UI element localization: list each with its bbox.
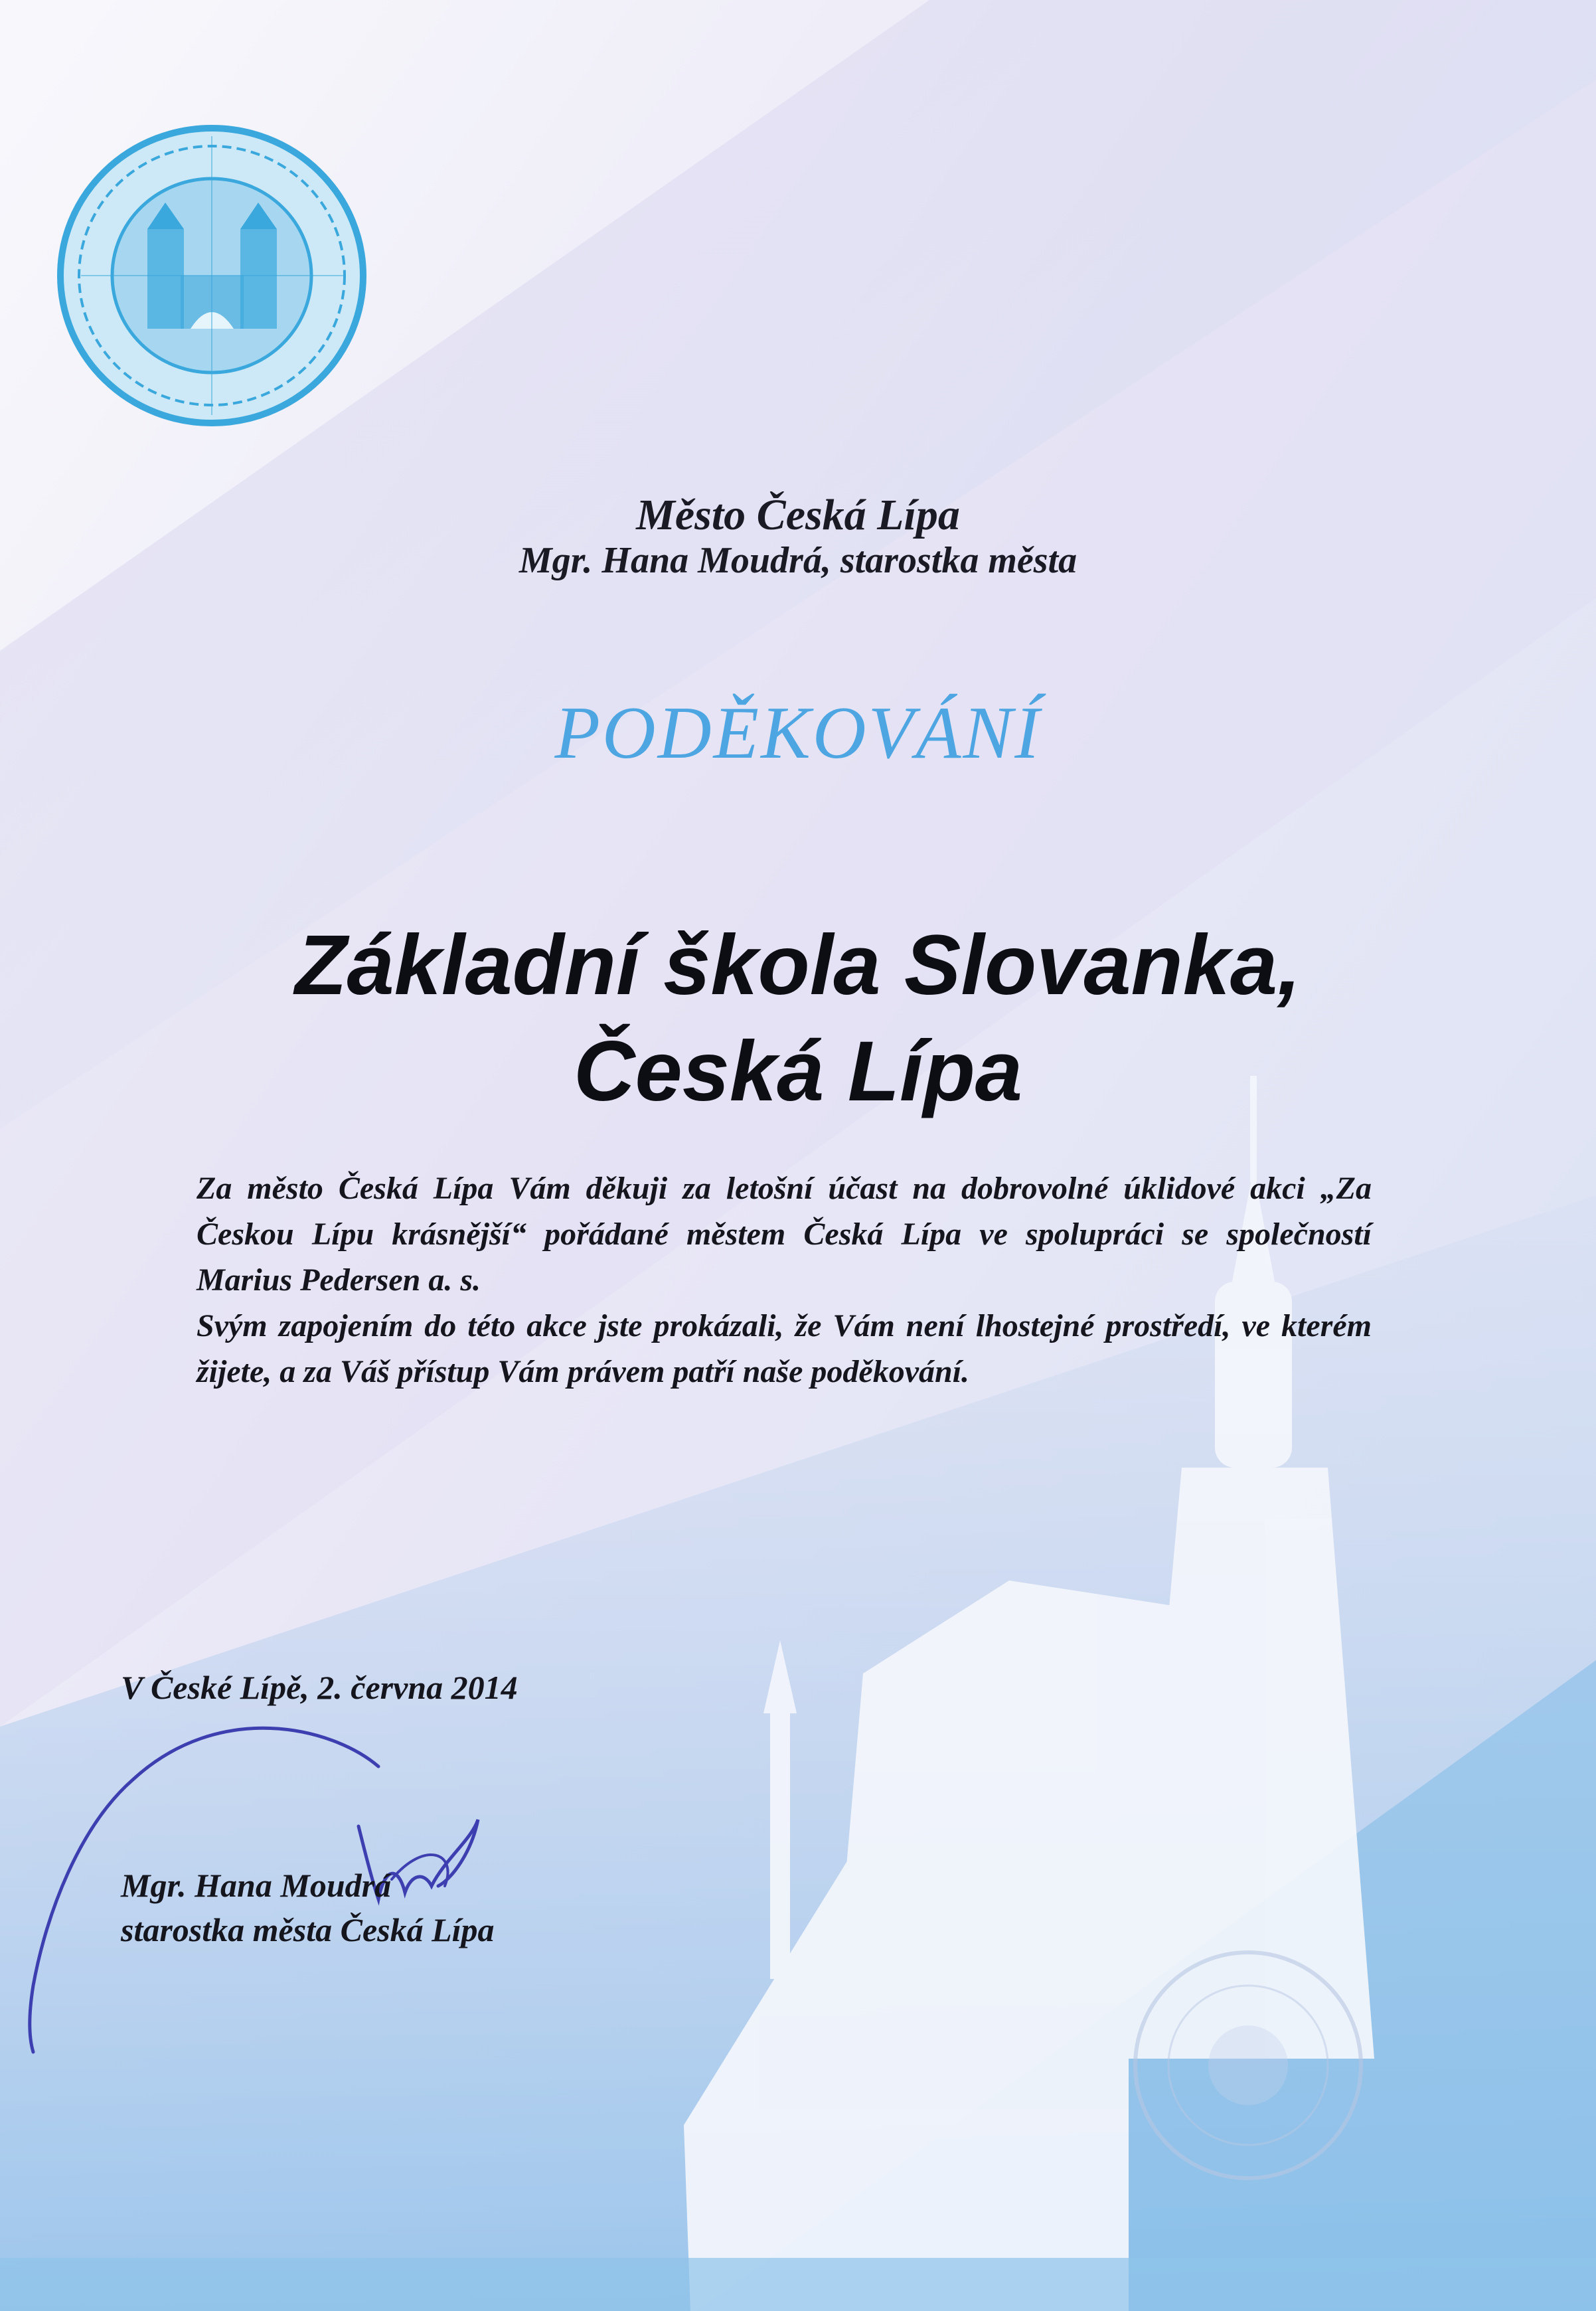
issuer-mayor: Mgr. Hana Moudrá, starostka města [519,540,1077,581]
recipient-name: Základní škola Slovanka, [295,918,1301,1013]
document-title: PODĚKOVÁNÍ [554,692,1042,774]
place-and-date: V České Lípě, 2. června 2014 [121,1669,518,1706]
thank-you-text [197,1165,1372,1395]
signatory-name: Mgr. Hana Moudrá [121,1867,392,1904]
body-paragraph-2: Svým zapojením do této akce jste prokázali, že Vám není lhostejné prostředí, ve kterém žijete, a za Váš přístup Vám právem patří naše poděkování. [197,1308,1372,1389]
body-paragraph-1: Za město Česká Lípa Vám děkuji za letošní účast na dobrovolné úklidové akci „Za Českou Lípu krásnější“ pořádané městem Česká Lípa ve spolupráci se společností Marius Pedersen a. s. [197,1171,1372,1298]
city-seal-emblem [54,123,370,428]
signatory-role: starostka města Česká Lípa [121,1911,495,1948]
embossed-stamp [1129,1946,1368,2185]
recipient-city: Česká Lípa [574,1024,1022,1119]
issuer-city: Město Česká Lípa [636,491,960,539]
